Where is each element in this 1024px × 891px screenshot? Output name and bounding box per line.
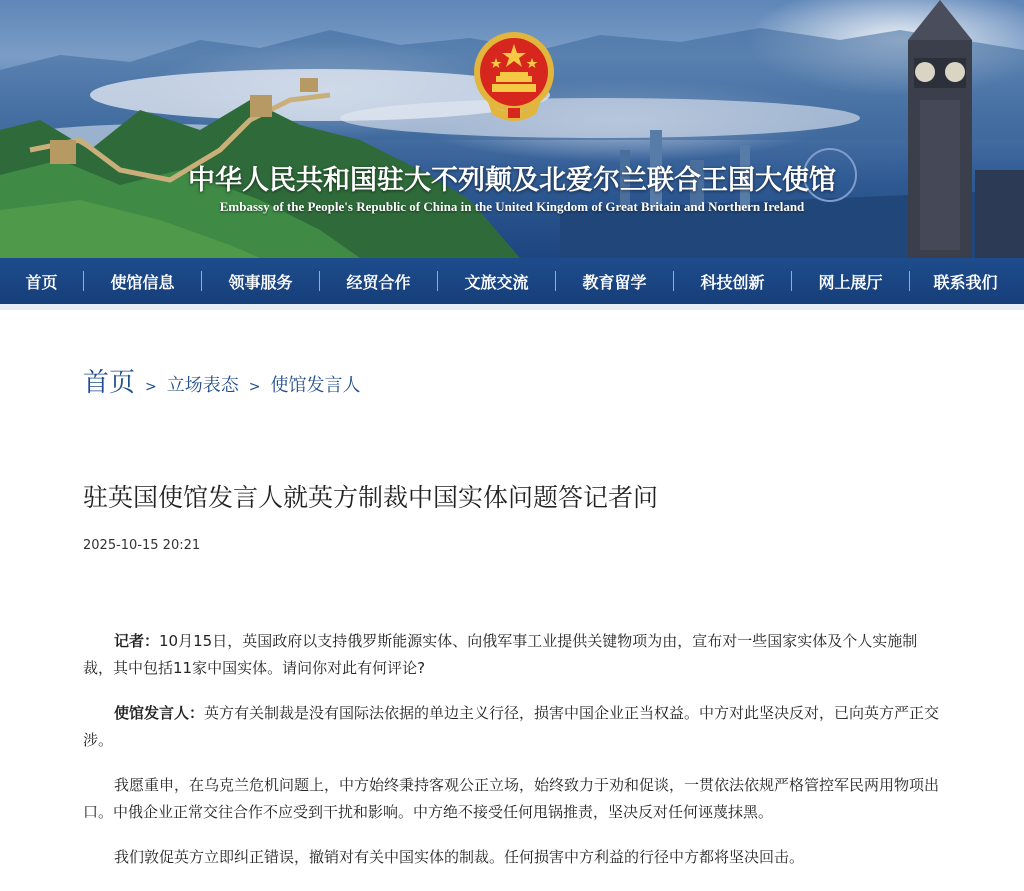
speaker-label-reporter: 记者： (114, 632, 160, 650)
breadcrumb (83, 362, 360, 399)
article-title: 驻英国使馆发言人就英方制裁中国实体问题答记者问 (83, 483, 659, 512)
breadcrumb-spokesperson-link[interactable]: 使馆发言人 (270, 375, 361, 396)
breadcrumb-position-link[interactable]: 立场表态 (166, 375, 239, 396)
article-paragraph (83, 700, 943, 754)
nav-item-culture-tourism[interactable]: 文旅交流 (464, 272, 529, 292)
main-nav (0, 258, 1024, 304)
nav-item-home[interactable]: 首页 (25, 272, 58, 292)
breadcrumb-home-link[interactable]: 首页 (83, 368, 136, 398)
breadcrumb-separator-icon: > (248, 379, 261, 395)
embassy-name-chinese: 中华人民共和国驻大不列颠及北爱尔兰联合王国大使馆 (188, 165, 836, 196)
national-emblem-icon (470, 28, 558, 124)
embassy-name-english: Embassy of the People's Republic of China in the United Kingdom of Great Britain and Northern Ireland (219, 199, 805, 214)
nav-item-online-exhibition[interactable]: 网上展厅 (818, 272, 883, 292)
nav-item-consular-services[interactable]: 领事服务 (228, 272, 293, 292)
paragraph-text: 我们敦促英方立即纠正错误，撤销对有关中国实体的制裁。任何损害中方利益的行径中方都将坚决回击。 (114, 848, 805, 866)
article-date: 2025-10-15 20:21 (83, 538, 201, 553)
paragraph-text: 10月15日，英国政府以支持俄罗斯能源实体、向俄军事工业提供关键物项为由，宣布对一些国家实体及个人实施制裁，其中包括11家中国实体。请问你对此有何评论? (83, 632, 918, 677)
article-paragraph (83, 772, 943, 826)
nav-item-contact-us[interactable]: 联系我们 (933, 272, 998, 292)
nav-item-science-technology[interactable]: 科技创新 (700, 272, 765, 292)
article-paragraph (83, 844, 943, 871)
paragraph-text: 英方有关制裁是没有国际法依据的单边主义行径，损害中国企业正当权益。中方对此坚决反对，已向英方严正交涉。 (83, 704, 940, 749)
nav-item-education[interactable]: 教育留学 (582, 272, 647, 292)
header-banner (0, 0, 1024, 258)
nav-item-embassy-info[interactable]: 使馆信息 (110, 272, 175, 292)
article-body (83, 628, 943, 889)
article-paragraph (83, 628, 943, 682)
nav-item-trade-cooperation[interactable]: 经贸合作 (346, 272, 411, 292)
speaker-label-spokesperson: 使馆发言人： (114, 704, 205, 722)
breadcrumb-separator-icon: > (145, 379, 157, 395)
paragraph-text: 我愿重申，在乌克兰危机问题上，中方始终秉持客观公正立场，始终致力于劝和促谈，一贯依法依规严格管控军民两用物项出口。中俄企业正常交往合作不应受到干扰和影响。中方绝不接受任何甩锅推责，坚决反对任何诬蔑抹黑。 (83, 776, 940, 821)
nav-bottom-border (0, 304, 1024, 310)
